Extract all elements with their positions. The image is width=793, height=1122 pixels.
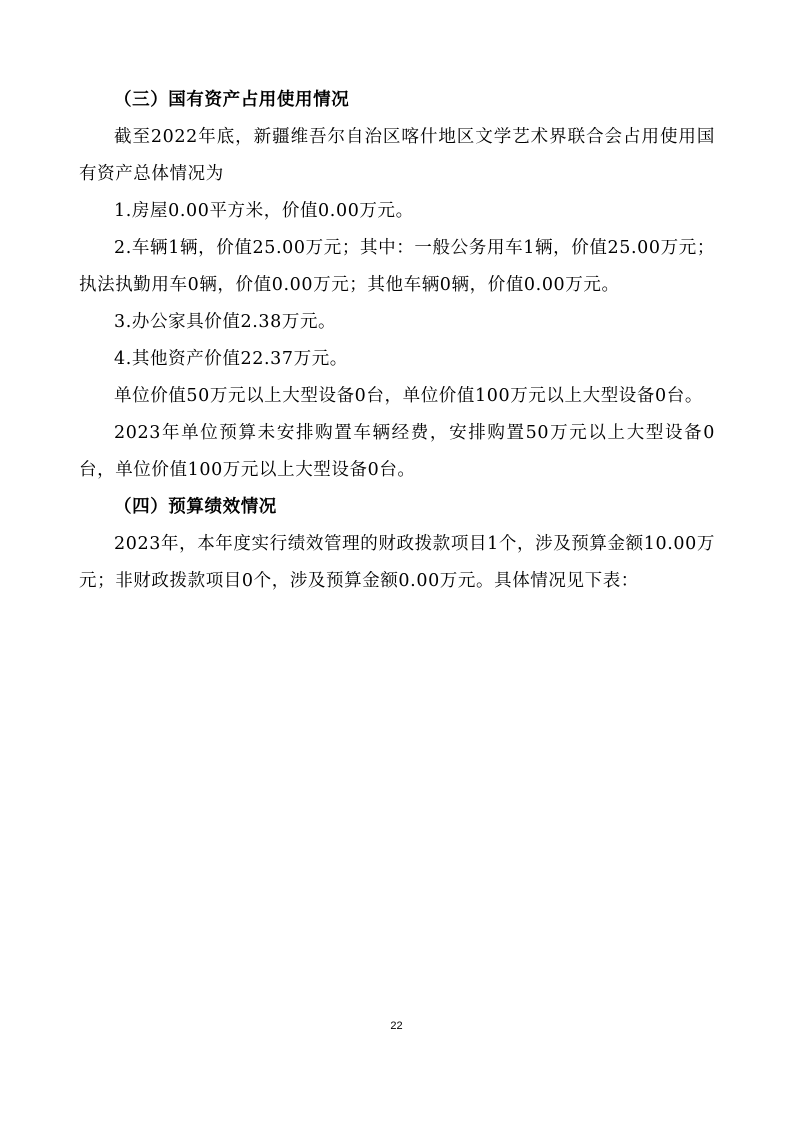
assets-item-furniture: 3.办公家具价值2.38万元。 [114,312,337,332]
page-content [79,82,715,600]
assets-item-other: 4.其他资产价值22.37万元。 [114,349,348,369]
performance-paragraph: 2023年，本年度实行绩效管理的财政拨款项目1个，涉及预算金额10.00万元；非财政拨款项目0个，涉及预算金额0.00万元。具体情况见下表： [79,534,715,591]
assets-item-housing: 1.房屋0.00平方米，价值0.00万元。 [114,201,414,221]
assets-item-vehicles: 2.车辆1辆，价值25.00万元；其中：一般公务用车1辆，价值25.00万元；执法执勤用车0辆，价值0.00万元；其他车辆0辆，价值0.00万元。 [79,238,715,295]
assets-budget-2023-paragraph: 2023年单位预算未安排购置车辆经费，安排购置50万元以上大型设备0台，单位价值100万元以上大型设备0台。 [79,423,715,480]
section-heading-assets: （三）国有资产占用使用情况 [114,90,350,110]
page-number: 22 [390,1020,403,1032]
section-heading-performance: （四）预算绩效情况 [114,497,277,517]
assets-equipment-paragraph: 单位价值50万元以上大型设备0台，单位价值100万元以上大型设备0台。 [114,386,703,406]
assets-intro-paragraph: 截至2022年底，新疆维吾尔自治区喀什地区文学艺术界联合会占用使用国有资产总体情况为 [79,127,715,184]
